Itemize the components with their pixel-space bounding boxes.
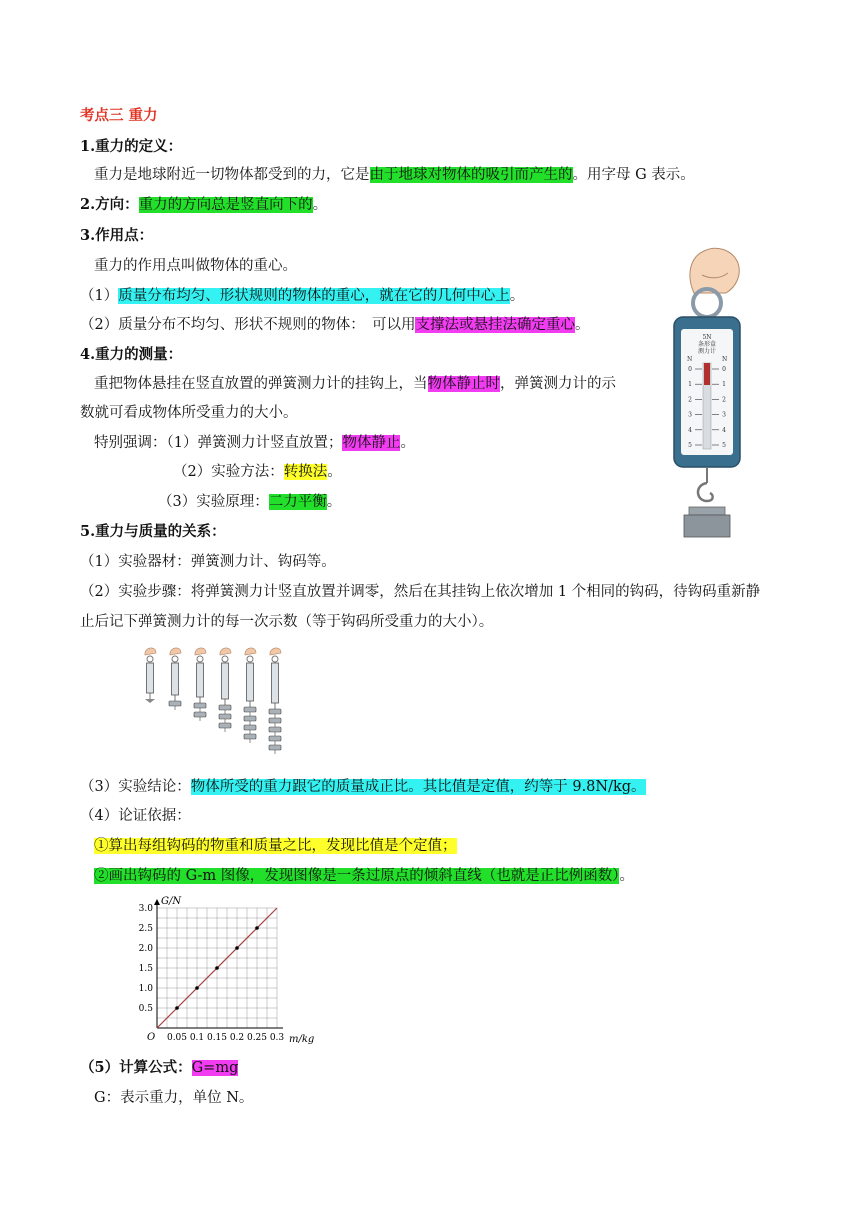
step-scale-ring	[247, 656, 253, 662]
step-scale-body	[197, 663, 204, 697]
scale-tick-label-left: 5	[688, 442, 692, 449]
heading-gravity-mass: 5.重力与质量的关系：	[80, 523, 226, 540]
step-scale-ring	[272, 656, 278, 662]
formula-explanation: G：表示重力，单位 N。	[94, 1090, 254, 1106]
scale-left-unit: N	[687, 356, 693, 363]
step-scale-body	[247, 663, 254, 701]
x-tick-label: 0.05	[166, 1033, 188, 1043]
special-note-3-highlight: 二力平衡	[268, 494, 327, 510]
experiment-steps-illustration	[138, 643, 288, 768]
scale-label-bot: 测力计	[697, 348, 717, 355]
special-note-2	[173, 462, 342, 482]
formula-highlight: G=mg	[191, 1060, 239, 1076]
y-tick-label: 1.5	[138, 964, 153, 974]
measurement-text-1	[94, 374, 616, 394]
x-tick-label: 0.1	[189, 1033, 205, 1043]
cog-item-2-text: （2）质量分布不均匀、形状不规则的物体： 可以用	[80, 317, 416, 333]
chart-axes	[154, 899, 283, 1028]
cog-item-1-end: 。	[509, 288, 525, 304]
hand-icon	[690, 248, 739, 293]
cog-item-2-end: 。	[574, 317, 590, 333]
special-note-2-highlight: 转换法	[283, 464, 328, 480]
step-hand-icon	[170, 648, 181, 655]
step-scale-ring	[222, 656, 228, 662]
steps-text-2: 止后记下弹簧测力计的每一次示数（等于钩码所受重力的大小）。	[80, 614, 494, 630]
step-weight	[269, 718, 281, 723]
formula-heading: （5）计算公式：	[80, 1059, 192, 1076]
cog-item-2	[80, 315, 589, 335]
scale-tick-label-right: 1	[722, 381, 726, 389]
step-weight	[269, 727, 281, 732]
y-tick-label: 3.0	[138, 904, 153, 914]
scale-pointer	[704, 363, 710, 385]
step-hand-icon	[245, 648, 256, 655]
scale-tick-label-left: 2	[688, 396, 692, 404]
step-weight	[244, 707, 256, 712]
evidence-point-2-highlight: ②画出钩码的 G-m 图像，发现图像是一条过原点的倾斜直线（也就是正比例函数）	[94, 868, 620, 884]
measurement-highlight: 物体静止时	[427, 376, 500, 392]
step-empty-hook	[145, 699, 155, 703]
scale-tick-label-right: 5	[722, 442, 726, 449]
cog-item-1	[80, 286, 524, 306]
scale-tick-label-right: 4	[722, 426, 726, 434]
x-tick-label: 0.3	[269, 1033, 285, 1043]
spring-scale-illustration	[664, 245, 754, 545]
chart-y-axis-label: G/N	[161, 896, 182, 907]
step-hand-icon	[145, 648, 156, 655]
cog-item-1-highlight: 质量分布均匀、形状规则的物体的重心，就在它的几何中心上	[118, 288, 510, 304]
definition-text	[94, 165, 695, 185]
step-weight	[219, 714, 231, 719]
evidence-heading: （4）论证依据：	[80, 808, 191, 824]
step-weight	[244, 725, 256, 730]
heading-measurement: 4.重力的测量：	[80, 346, 183, 363]
conclusion-label: （3）实验结论：	[80, 779, 191, 795]
step-weight	[244, 734, 256, 739]
special-note-1-highlight: 物体静止	[342, 435, 401, 451]
step-weight	[269, 709, 281, 714]
step-scale-body	[172, 663, 179, 695]
step-scale-ring	[197, 656, 203, 662]
cog-item-2-highlight: 支撑法或悬挂法确定重心	[415, 317, 575, 333]
cog-item-1-label: （1）	[80, 288, 119, 304]
data-point	[235, 946, 239, 950]
special-note-3-end: 。	[326, 494, 342, 510]
chart-origin-label: O	[147, 1032, 156, 1043]
materials-text: （1）实验器材：弹簧测力计、钩码等。	[80, 554, 336, 570]
section-title: 考点三 重力	[80, 107, 158, 124]
step-scale-ring	[172, 656, 178, 662]
evidence-point-2	[94, 866, 634, 886]
step-hand-icon	[220, 648, 231, 655]
scale-tick-label-left: 4	[688, 426, 692, 434]
step-hand-icon	[195, 648, 206, 655]
scale-label-mid: 条形盒	[697, 341, 717, 348]
special-note-1-text: 特别强调：（1）弹簧测力计竖直放置；	[94, 435, 343, 451]
scale-right-unit: N	[722, 356, 728, 363]
scale-tick-label-left: 0	[688, 366, 692, 373]
special-note-2-text: （2）实验方法：	[173, 464, 284, 480]
data-point	[255, 926, 259, 930]
step-weight	[169, 701, 181, 706]
definition-highlight: 由于地球对物体的吸引而产生的	[369, 167, 573, 183]
step-scale-ring	[147, 656, 153, 662]
scale-tick-label-right: 3	[722, 411, 726, 419]
evidence-point-2-end: 。	[619, 868, 634, 884]
scale-tick-label-right: 0	[722, 366, 726, 373]
direction-end: 。	[312, 197, 328, 213]
special-note-1-end: 。	[400, 435, 415, 451]
step-weight	[269, 736, 281, 741]
x-tick-label: 0.25	[246, 1033, 268, 1043]
step-scale-body	[272, 663, 279, 703]
definition-text-b: 。用字母 G 表示。	[572, 167, 695, 183]
special-note-3	[158, 492, 341, 512]
hook-weight	[684, 515, 730, 537]
scale-label-top: 5N	[702, 334, 712, 341]
chart-x-axis-label: m/kg	[289, 1034, 315, 1045]
direction-line	[80, 195, 327, 215]
evidence-point-1-highlight: ①算出每组钩码的物重和质量之比，发现比值是个定值；	[94, 838, 457, 854]
step-scale-body	[222, 663, 229, 699]
evidence-point-1	[94, 836, 457, 856]
measurement-text-2: 数就可看成物体所受重力的大小。	[80, 405, 298, 421]
definition-text-a: 重力是地球附近一切物体都受到的力，它是	[94, 167, 370, 183]
conclusion-highlight: 物体所受的重力跟它的质量成正比。其比值是定值，约等于 9.8N/kg。	[190, 779, 646, 795]
step-weight	[219, 705, 231, 710]
step-scale-body	[147, 663, 154, 693]
y-tick-label: 0.5	[138, 1004, 153, 1014]
step-weight	[219, 723, 231, 728]
y-axis-arrow	[154, 899, 160, 905]
data-point	[175, 1006, 179, 1010]
steps-text-1: （2）实验步骤：将弹簧测力计竖直放置并调零，然后在其挂钩上依次增加 1 个相同的钩码，待钩码重新静	[80, 584, 761, 600]
x-tick-label: 0.15	[206, 1033, 228, 1043]
y-tick-label: 2.5	[138, 924, 153, 934]
conclusion-line	[80, 777, 646, 797]
measurement-text-b: ，弹簧测力计的示	[500, 376, 616, 392]
step-hand-icon	[270, 648, 281, 655]
step-weight	[244, 716, 256, 721]
step-weight	[194, 712, 206, 717]
heading-direction: 2.方向：	[80, 196, 139, 213]
special-note-3-text: （3）实验原理：	[158, 494, 269, 510]
scale-hook	[698, 483, 713, 501]
step-weight	[269, 745, 281, 750]
scale-tick-label-right: 2	[722, 396, 726, 404]
g-m-chart	[130, 893, 320, 1053]
direction-highlight: 重力的方向总是竖直向下的	[138, 197, 313, 213]
y-tick-label: 1.0	[138, 984, 153, 994]
scale-tick-label-left: 3	[688, 411, 692, 419]
scale-tick-label-left: 1	[688, 381, 692, 389]
heading-definition: 1.重力的定义：	[80, 138, 183, 155]
step-weight	[194, 703, 206, 708]
data-point	[195, 986, 199, 990]
special-note-2-end: 。	[327, 464, 342, 480]
data-point	[215, 966, 219, 970]
measurement-text-a: 重把物体悬挂在竖直放置的弹簧测力计的挂钩上，当	[94, 376, 428, 392]
x-tick-label: 0.2	[229, 1033, 245, 1043]
y-tick-label: 2.0	[138, 944, 153, 954]
heading-application-point: 3.作用点：	[80, 227, 154, 244]
special-note-1	[94, 433, 415, 453]
formula-line	[80, 1058, 238, 1078]
center-of-gravity-intro: 重力的作用点叫做物体的重心。	[94, 258, 297, 274]
